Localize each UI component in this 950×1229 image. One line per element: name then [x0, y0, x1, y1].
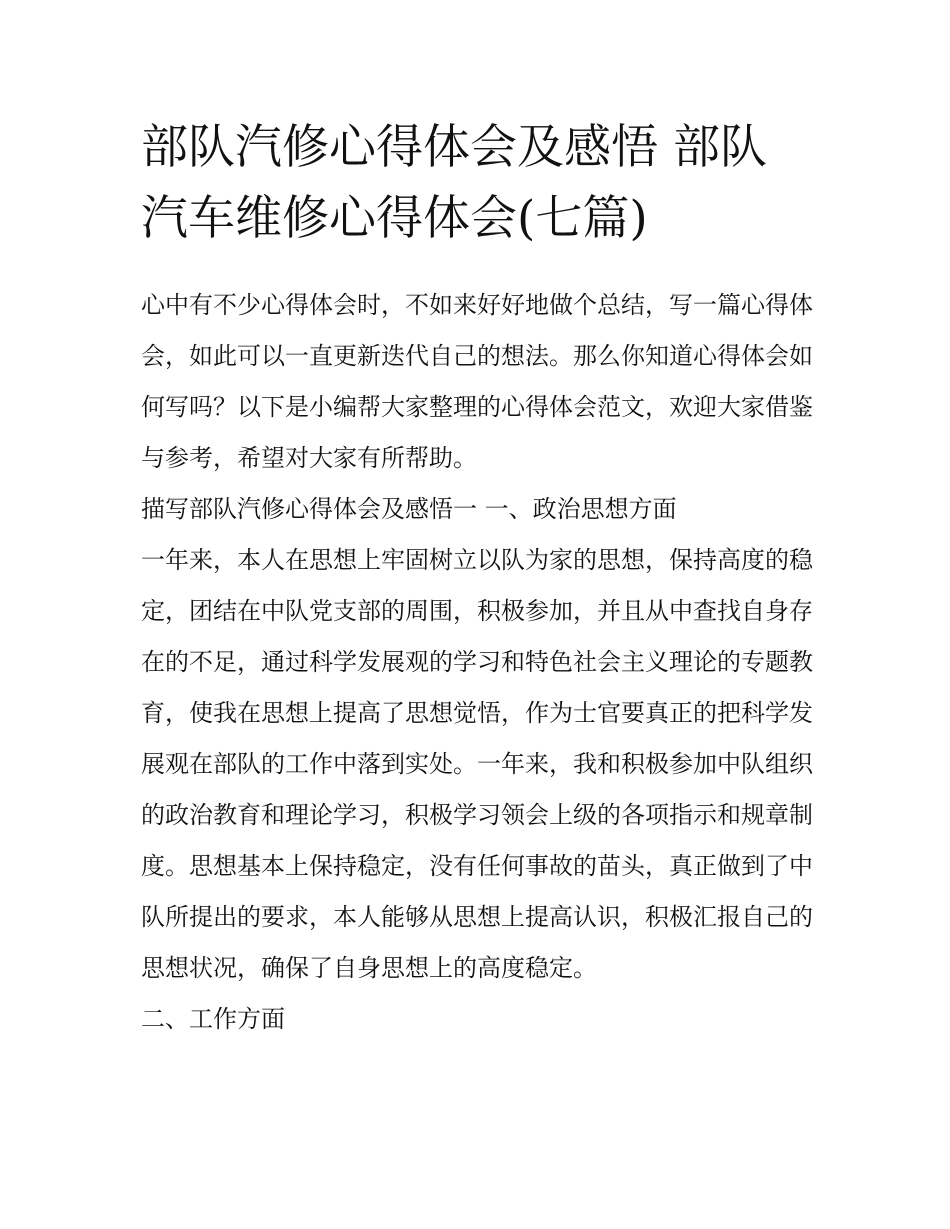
section-2-heading: 二、工作方面: [141, 1005, 285, 1033]
document-page: [141, 112, 813, 1045]
intro-paragraph: 心中有不少心得体会时，不如来好好地做个总结，写一篇心得体会，如此可以一直更新迭代自己的想法。那么你知道心得体会如何写吗？以下是小编帮大家整理的心得体会范文，欢迎大家借鉴与参考，希望对大家有所帮助。: [141, 291, 813, 472]
section-1-body: 一年来，本人在思想上牢固树立以队为家的思想，保持高度的稳定，团结在中队党支部的周围，积极参加，并且从中查找自身存在的不足，通过科学发展观的学习和特色社会主义理论的专题教育，使我在思想上提高了思想觉悟，作为士官要真正的把科学发展观在部队的工作中落到实处。一年来，我和积极参加中队组织的政治教育和理论学习，积极学习领会上级的各项指示和规章制度。思想基本上保持稳定，没有任何事故的苗头，真正做到了中队所提出的要求，本人能够从思想上提高认识，积极汇报自己的思想状况，确保了自身思想上的高度稳定。: [141, 546, 813, 982]
section-1-heading: 描写部队汽修心得体会及感悟一 一、政治思想方面: [141, 495, 677, 523]
document-title: 部队汽修心得体会及感悟 部队汽车维修心得体会(七篇): [141, 120, 767, 246]
